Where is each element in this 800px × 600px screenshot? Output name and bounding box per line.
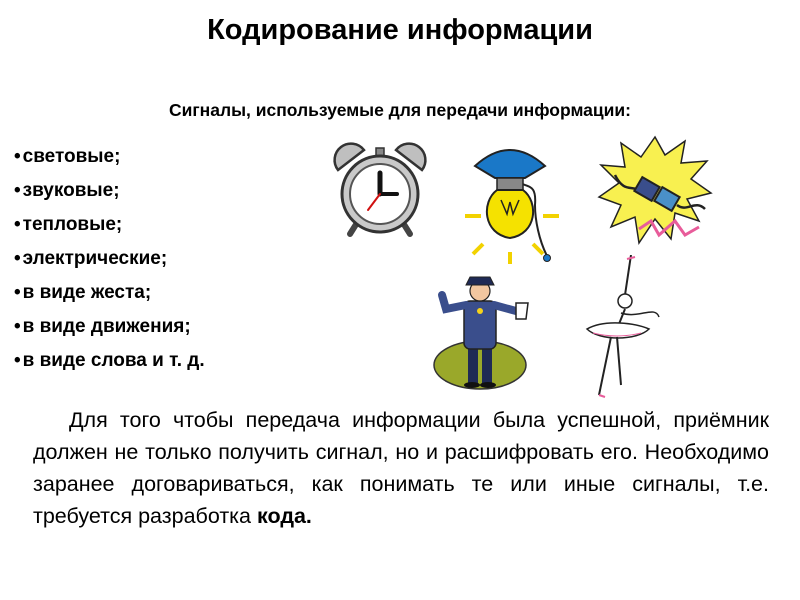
signal-item-sound: • звуковые; xyxy=(14,174,205,208)
dancer-icon xyxy=(575,255,665,400)
paragraph-bold-word: кода. xyxy=(257,504,312,528)
signal-item-gesture: • в виде жеста; xyxy=(14,276,205,310)
explanation-paragraph xyxy=(33,404,769,532)
page-subtitle: Сигналы, используемые для передачи информации: xyxy=(168,100,632,120)
electric-plug-icon xyxy=(595,135,715,250)
page-title: Кодирование информации xyxy=(207,14,593,46)
light-bulb-icon xyxy=(455,140,567,265)
alarm-clock-icon xyxy=(330,140,430,240)
signal-item-electric: • электрические; xyxy=(14,242,205,276)
signal-list xyxy=(14,140,205,378)
traffic-officer-icon xyxy=(430,265,540,395)
signal-item-word: • в виде слова и т. д. xyxy=(14,344,205,378)
paragraph-text: Для того чтобы передача информации была успешной, приёмник должен не только получить сигнал, но и расшифровать его. Необходимо заранее договариваться, как понимать те или иные сигналы, т.е. требуется разработка xyxy=(33,408,769,528)
signal-item-light: • световые; xyxy=(14,140,205,174)
signal-item-movement: • в виде движения; xyxy=(14,310,205,344)
signal-item-heat: • тепловые; xyxy=(14,208,205,242)
